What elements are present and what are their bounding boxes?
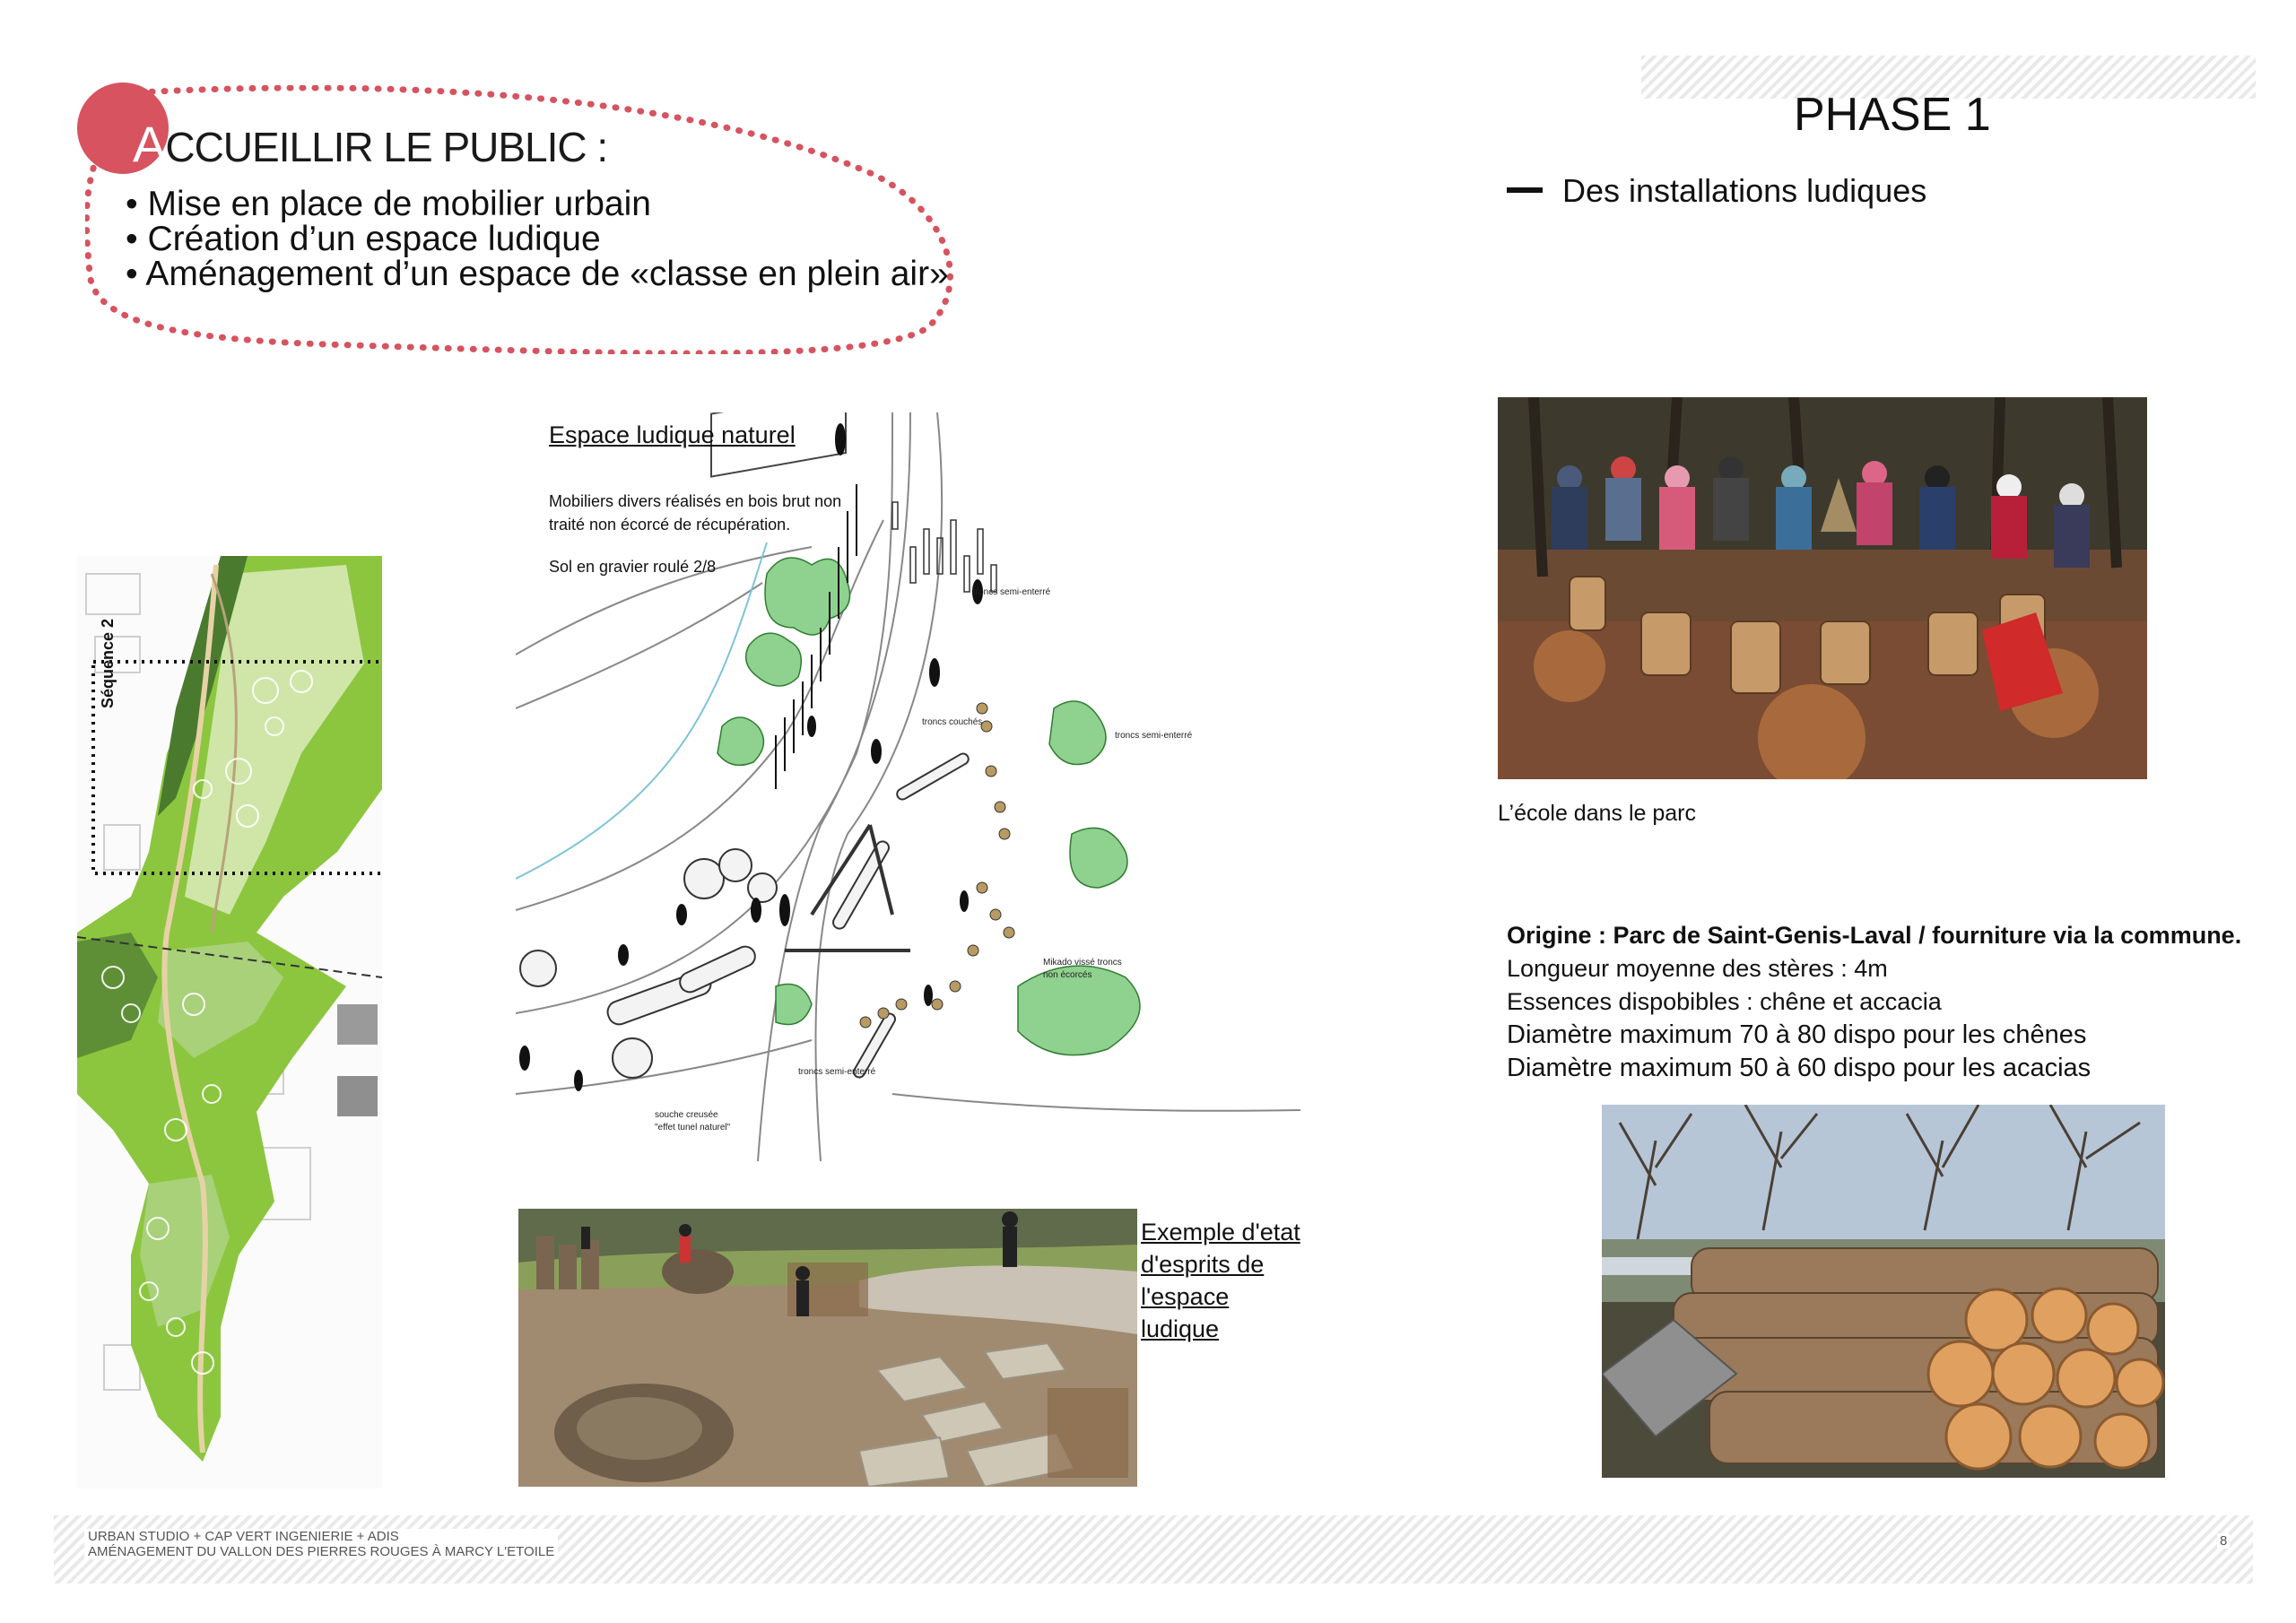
info-length: Longueur moyenne des stères : 4m — [1507, 955, 1888, 982]
phase-title: PHASE 1 — [1794, 89, 1991, 141]
plan-description-line: traité non écorcé de récupération. — [549, 516, 791, 534]
school-in-park-photo — [1498, 397, 2147, 779]
plan-label-troncs-couches: troncs couchés — [922, 717, 983, 727]
objective-item: • Création d’un espace ludique — [126, 221, 949, 256]
footer-credits — [84, 1529, 558, 1559]
info-origin: Origine : Parc de Saint-Genis-Laval / fourniture via la commune. — [1507, 922, 2242, 949]
plan-description-line: Mobiliers divers réalisés en bois brut non — [549, 492, 842, 510]
play-caption-line: l'espace — [1141, 1283, 1230, 1310]
info-diameter-oak: Diamètre maximum 70 à 80 dispo pour les chênes — [1507, 1020, 2087, 1049]
play-photo-caption — [1141, 1216, 1300, 1345]
play-caption-line: d'esprits de — [1141, 1251, 1265, 1278]
plan-label-mikado: non écorcés — [1043, 970, 1092, 980]
info-species: Essences dispobibles : chêne et accacia — [1507, 988, 1942, 1015]
plan-label-mikado: Mikado vissé troncs — [1043, 958, 1122, 968]
footer-line: AMÉNAGEMENT DU VALLON DES PIERRES ROUGES À MARCY L'ETOILE — [88, 1544, 555, 1559]
objective-item: • Aménagement d’un espace de «classe en plein air» — [126, 256, 949, 291]
plan-label-souche: souche creusée — [655, 1110, 718, 1120]
wood-supply-info — [1507, 919, 2241, 1085]
plan-title: Espace ludique naturel — [549, 421, 796, 448]
plan-description — [549, 490, 841, 536]
objective-item: • Mise en place de mobilier urbain — [126, 187, 949, 221]
page-title: ACCUEILLIR LE PUBLIC : — [133, 116, 608, 172]
subtitle-dash — [1507, 187, 1543, 193]
play-caption-line: Exemple d'etat — [1141, 1219, 1300, 1245]
phase-subtitle: Des installations ludiques — [1562, 172, 1927, 209]
play-caption-line: ludique — [1141, 1315, 1220, 1342]
objectives-list — [126, 187, 949, 291]
info-diameter-acacia: Diamètre maximum 50 à 60 dispo pour les acacias — [1507, 1054, 2092, 1082]
log-pile-photo — [1602, 1105, 2165, 1478]
school-photo-caption: L’école dans le parc — [1498, 801, 1696, 826]
plan-label-troncs: troncs semi-enterré — [798, 1067, 876, 1077]
footer-line: URBAN STUDIO + CAP VERT INGENIERIE + ADIS — [88, 1529, 399, 1544]
site-map — [77, 556, 382, 1488]
sequence-label: Séquence 2 — [99, 618, 117, 708]
plan-label-troncs: troncs semi-enterré — [1115, 731, 1193, 741]
plan-label-troncs: troncs semi-enterré — [973, 587, 1051, 597]
page-number: 8 — [2217, 1533, 2230, 1549]
plan-label-souche: "effet tunel naturel" — [655, 1123, 731, 1133]
play-area-photo — [518, 1209, 1137, 1487]
plan-soil-note: Sol en gravier roulé 2/8 — [549, 558, 717, 576]
